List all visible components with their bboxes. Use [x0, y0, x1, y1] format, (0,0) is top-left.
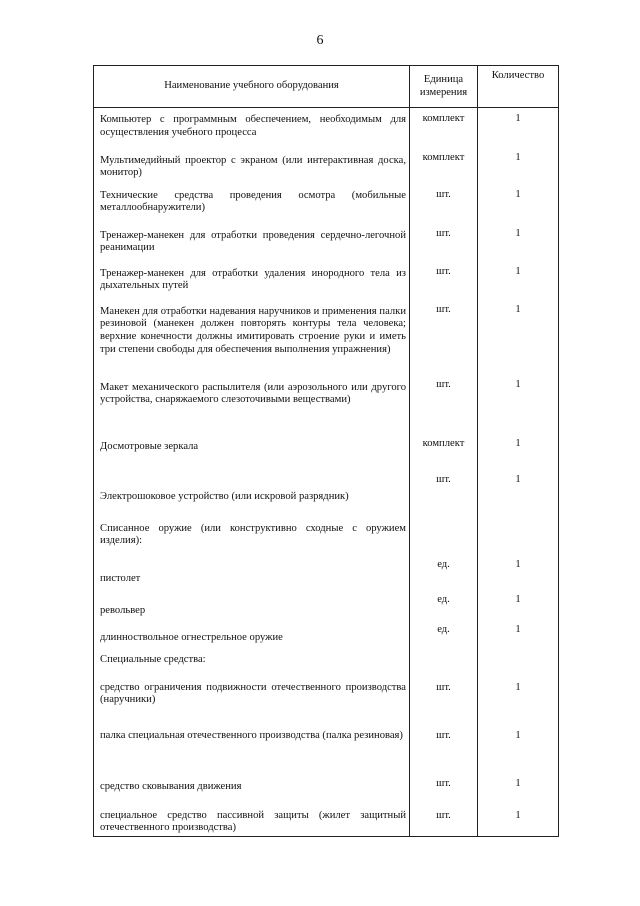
row-unit: комплект	[410, 433, 478, 469]
table-row	[94, 672, 559, 720]
table-row	[94, 591, 559, 620]
table-row	[94, 261, 559, 299]
row-unit: шт.	[410, 184, 478, 223]
row-quantity	[478, 515, 559, 555]
row-name: средство ограничения подвижности отечественного производства (наручники)	[94, 672, 410, 720]
row-name: Мультимедийный проектор с экраном (или интерактивная доска, монитор)	[94, 147, 410, 184]
row-unit: комплект	[410, 147, 478, 184]
row-unit: шт.	[410, 223, 478, 261]
row-unit	[410, 515, 478, 555]
table-row	[94, 648, 559, 672]
row-name: Манекен для отработки надевания наручников и применения палки резиновой (манекен должен повторять контуры тела человека; верхние конечности должны имитировать строение руки и иметь три степени свободы для обеспечения выполнения упражнения)	[94, 299, 410, 373]
row-unit: шт.	[410, 720, 478, 767]
table-row	[94, 797, 559, 837]
table-row	[94, 555, 559, 591]
table-row	[94, 299, 559, 373]
row-unit	[410, 648, 478, 672]
table-row	[94, 108, 559, 147]
row-unit: шт.	[410, 299, 478, 373]
row-name: револьвер	[94, 591, 410, 620]
row-quantity: 1	[478, 261, 559, 299]
row-quantity: 1	[478, 720, 559, 767]
row-quantity: 1	[478, 672, 559, 720]
row-quantity: 1	[478, 555, 559, 591]
row-unit: шт.	[410, 373, 478, 433]
row-name: длинноствольное огнестрельное оружие	[94, 620, 410, 648]
table-row	[94, 147, 559, 184]
table-row	[94, 184, 559, 223]
equipment-table	[93, 65, 559, 837]
row-name: Досмотровые зеркала	[94, 433, 410, 469]
row-unit: ед.	[410, 591, 478, 620]
row-quantity: 1	[478, 797, 559, 837]
table-row	[94, 373, 559, 433]
row-quantity: 1	[478, 767, 559, 797]
row-unit: шт.	[410, 672, 478, 720]
table-row	[94, 433, 559, 469]
row-name: пистолет	[94, 555, 410, 591]
header-quantity: Количество	[478, 66, 559, 108]
row-name: Макет механического распылителя (или аэрозольного или другого устройства, снаряжаемого слезоточивыми веществами)	[94, 373, 410, 433]
row-name: палка специальная отечественного производства (палка резиновая)	[94, 720, 410, 767]
row-unit: шт.	[410, 469, 478, 515]
row-name: Специальные средства:	[94, 648, 410, 672]
header-unit: Единица измерения	[410, 66, 478, 108]
table-row	[94, 515, 559, 555]
row-name: Тренажер-манекен для отработки удаления инородного тела из дыхательных путей	[94, 261, 410, 299]
row-quantity: 1	[478, 433, 559, 469]
row-quantity: 1	[478, 108, 559, 147]
row-quantity: 1	[478, 299, 559, 373]
row-unit: шт.	[410, 261, 478, 299]
row-name: Электрошоковое устройство (или искровой разрядник)	[94, 469, 410, 515]
row-quantity	[478, 648, 559, 672]
table-row	[94, 620, 559, 648]
row-unit: ед.	[410, 555, 478, 591]
page-number: 6	[316, 33, 324, 48]
row-quantity: 1	[478, 223, 559, 261]
table-row	[94, 469, 559, 515]
row-name: Тренажер-манекен для отработки проведения сердечно-легочной реанимации	[94, 223, 410, 261]
row-quantity: 1	[478, 373, 559, 433]
row-name: Технические средства проведения осмотра (мобильные металлообнаружители)	[94, 184, 410, 223]
row-quantity: 1	[478, 620, 559, 648]
row-unit: комплект	[410, 108, 478, 147]
row-unit: шт.	[410, 767, 478, 797]
row-name: средство сковывания движения	[94, 767, 410, 797]
row-name: специальное средство пассивной защиты (жилет защитный отечественного производства)	[94, 797, 410, 837]
table-row	[94, 223, 559, 261]
row-unit: шт.	[410, 797, 478, 837]
row-quantity: 1	[478, 591, 559, 620]
row-name: Компьютер с программным обеспечением, необходимым для осуществления учебного процесса	[94, 108, 410, 147]
table-header-row	[94, 66, 559, 108]
table-row	[94, 720, 559, 767]
table-row	[94, 767, 559, 797]
row-quantity: 1	[478, 147, 559, 184]
row-unit: ед.	[410, 620, 478, 648]
row-quantity: 1	[478, 469, 559, 515]
header-name: Наименование учебного оборудования	[94, 66, 410, 108]
row-name: Списанное оружие (или конструктивно сходные с оружием изделия):	[94, 515, 410, 555]
row-quantity: 1	[478, 184, 559, 223]
